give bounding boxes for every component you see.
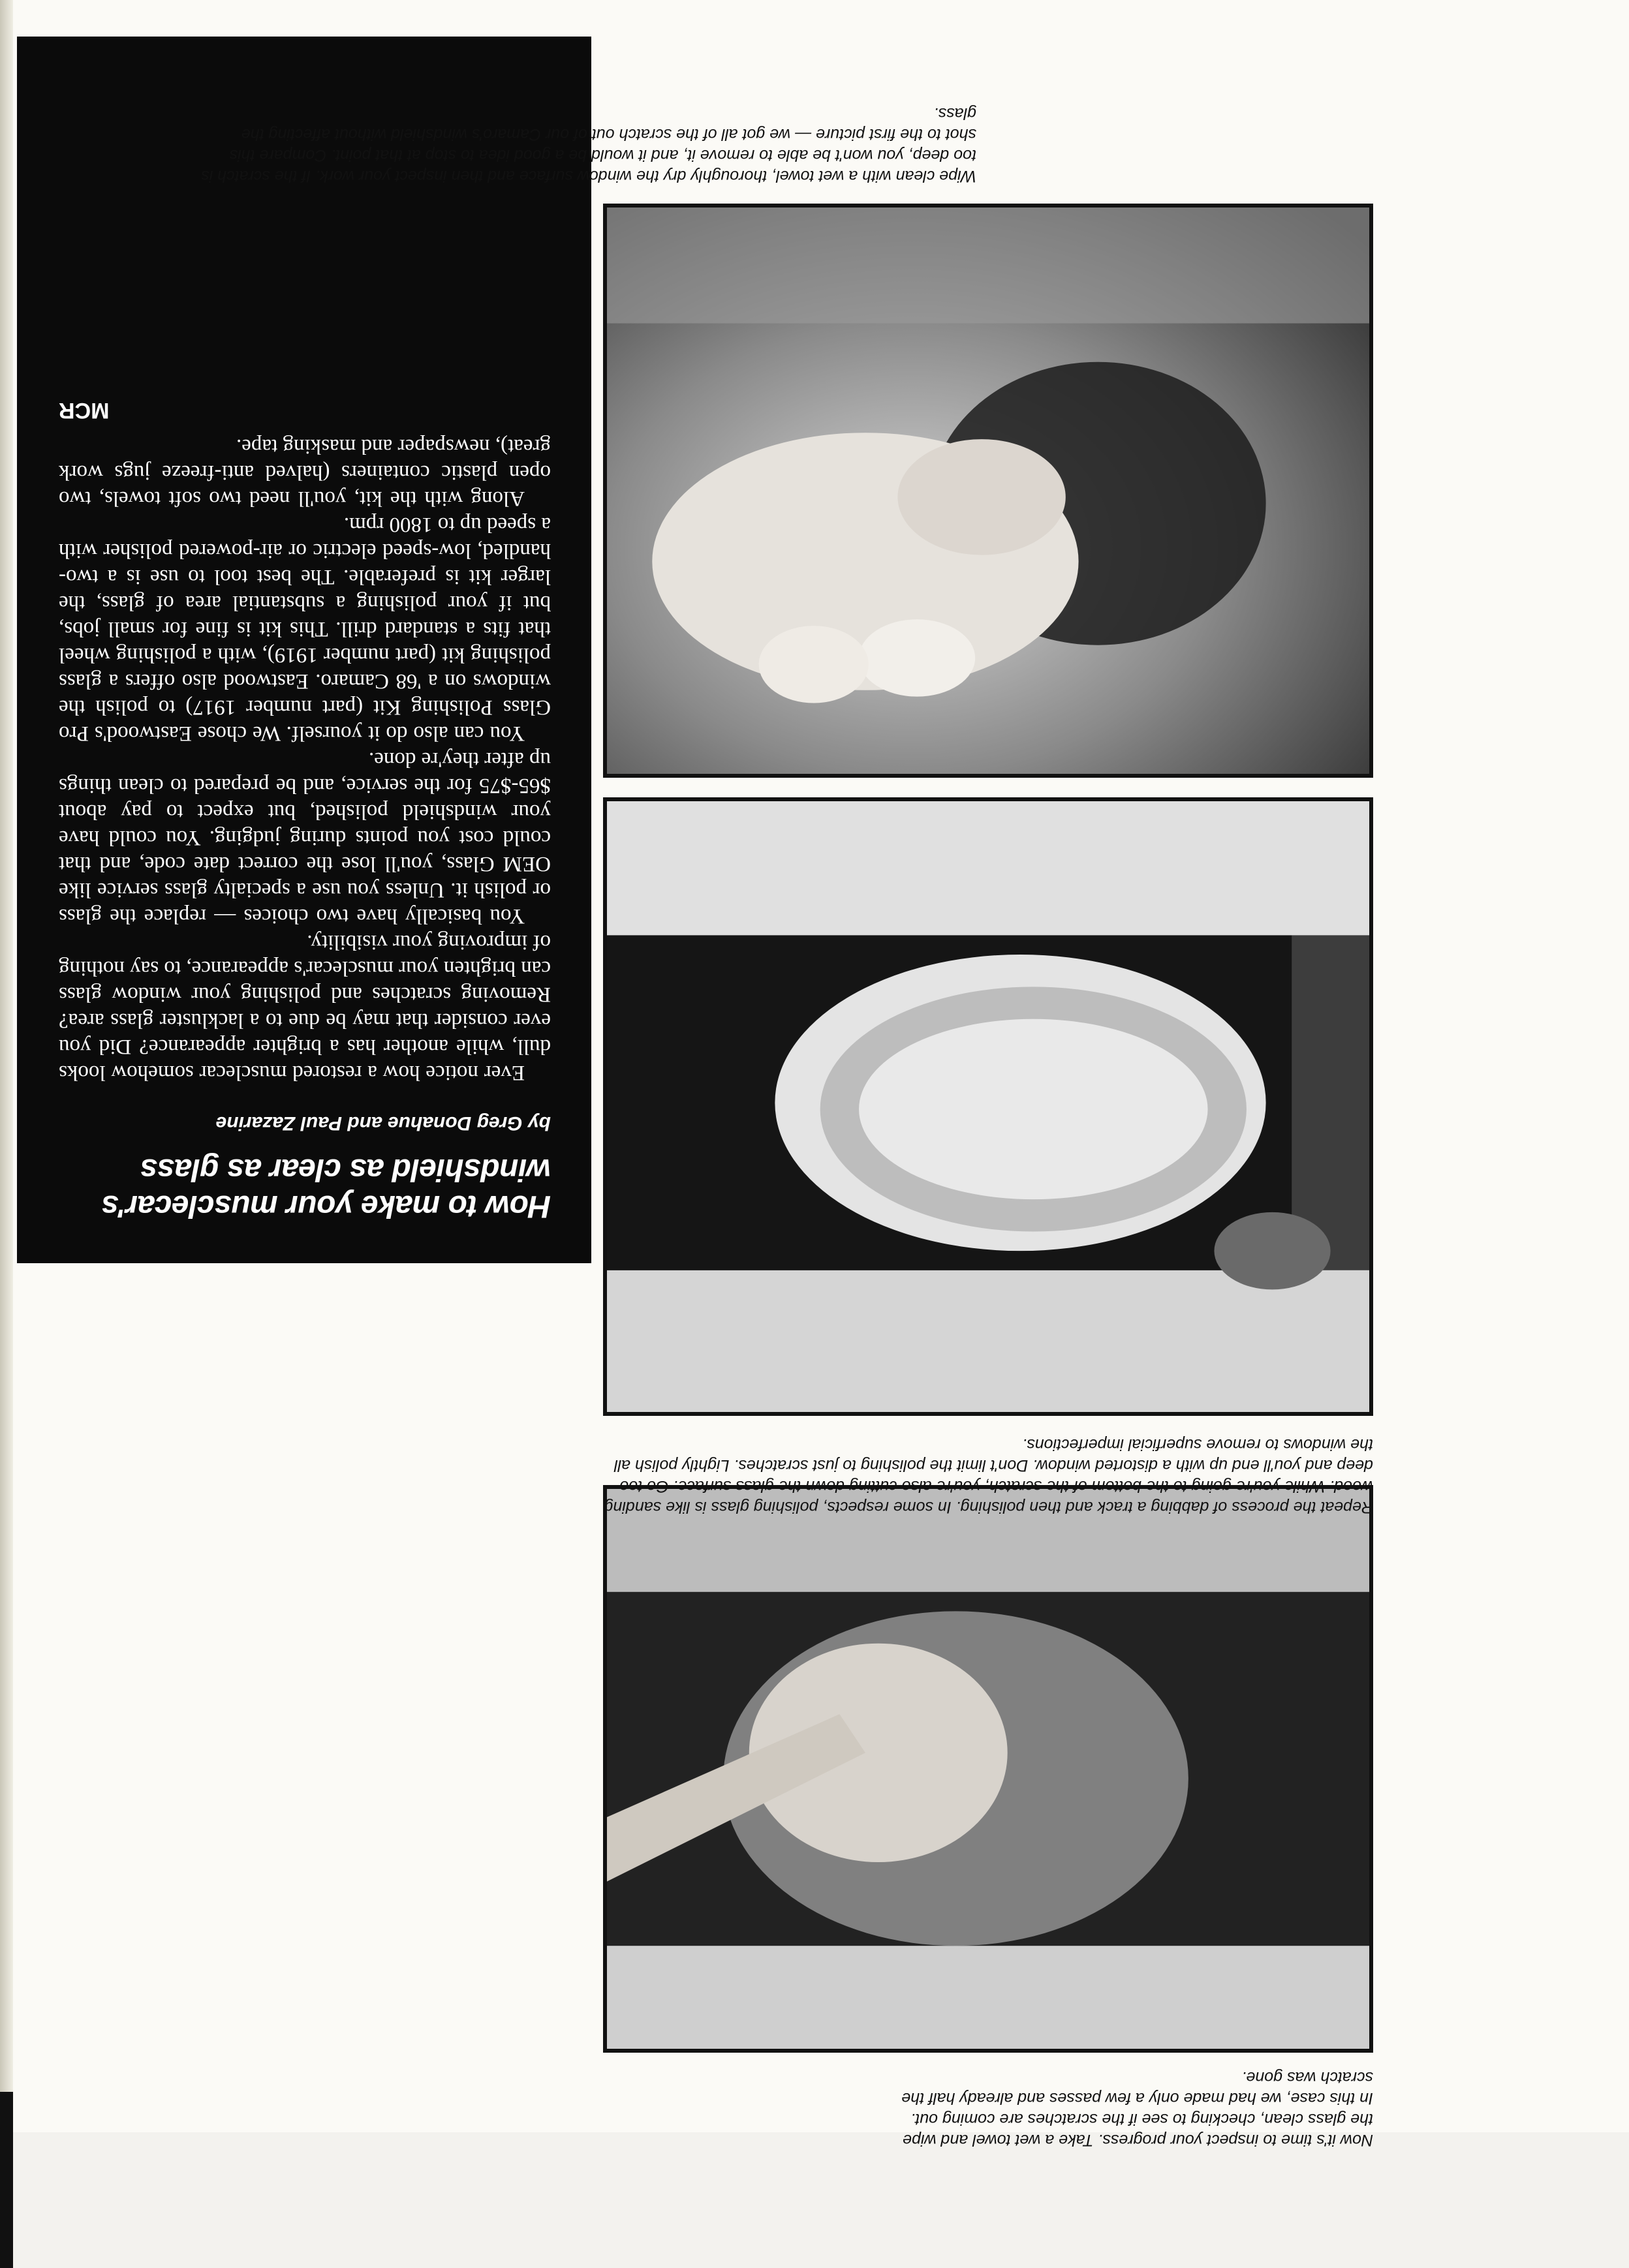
caption-wipe: Now it's time to inspect your progress. Take a wet towel and wipe the glass clean, checking to see if the scratches are coming out. In this case, we had made only a few passes and already half the scratch was gone.: [901, 2068, 1373, 2149]
article-paragraph: Along with the kit, you'll need two soft towels, two open plastic containers (halved anti-freeze jugs work great), newspaper and masking tape.: [59, 435, 551, 510]
photo-inspect-windshield: [603, 204, 1373, 778]
article-byline: by Greg Donahue and Paul Zazarine: [215, 1112, 551, 1134]
photo-wipe-image: [607, 1489, 1369, 2049]
caption-inspect: Wipe clean with a wet towel, thoroughly dry the window surface and then inspect your work. If the scratch is too deep, you won't be able to remove it, and it would be a good idea to stop at that point. Compare this shot to the first picture — we got all of the scratch out of our Camaro's windshield without affecting the glass.: [201, 104, 976, 185]
photo-wipe-progress: [603, 1485, 1373, 2053]
article-panel: [17, 37, 591, 1263]
article-paragraph: You basically have two choices — replace the glass or polish it. Unless you use a specialty glass service like OEM Glass, you'll lose the correct date code, and that could cost you points during judging. You could have your windshield polished, but expect to pay about $65-$75 for the service, and be prepared to clean things up after they're done.: [59, 748, 551, 928]
article-signoff: MCR: [59, 398, 110, 423]
article-paragraph: Ever notice how a restored musclecar somehow looks dull, while another has a brighter appearance? Did you ever consider that may be due to a lackluster glass area? Removing scratches and polishing your window glass can brighten your musclecar's appearance, to say nothing of improving your visibility.: [59, 930, 551, 1084]
scan-margin: [0, 2132, 1629, 2268]
photo-inspect-image: [607, 207, 1369, 774]
photo-polishing-glass: [603, 797, 1373, 1416]
article-paragraph: You can also do it yourself. We chose Eastwood's Pro Glass Polishing Kit (part number 1917) to polish the windows on a '68 Camaro. Eastwood also offers a glass polishing kit (part number 1919), with a polishing wheel that fits a standard drill. This kit is fine for small jobs, but if your polishing a substantial area of glass, the larger kit is preferable. The best tool to use is a two-handled, low-speed electric or air-powered polisher with a speed up to 1800 rpm.: [59, 513, 551, 745]
page-spine-edge: [0, 0, 13, 2132]
article-body: [59, 433, 551, 1086]
caption-polishing: Repeat the process of dabbing a track and then polishing. In some respects, polishing glass is like sanding wood. While you're going to the bottom of the scratch, you're also cutting down the glass surface. Go too deep and you'll end up with a distorted window. Don't limit the polishing to just scratches. Lightly polish all the windows to remove superficial imperfections.: [604, 1435, 1373, 1516]
article-headline: How to make your musclecar's windshield as clear as glass: [101, 1152, 551, 1223]
scan-corner: [0, 2092, 13, 2268]
photo-polishing-image: [607, 801, 1369, 1412]
